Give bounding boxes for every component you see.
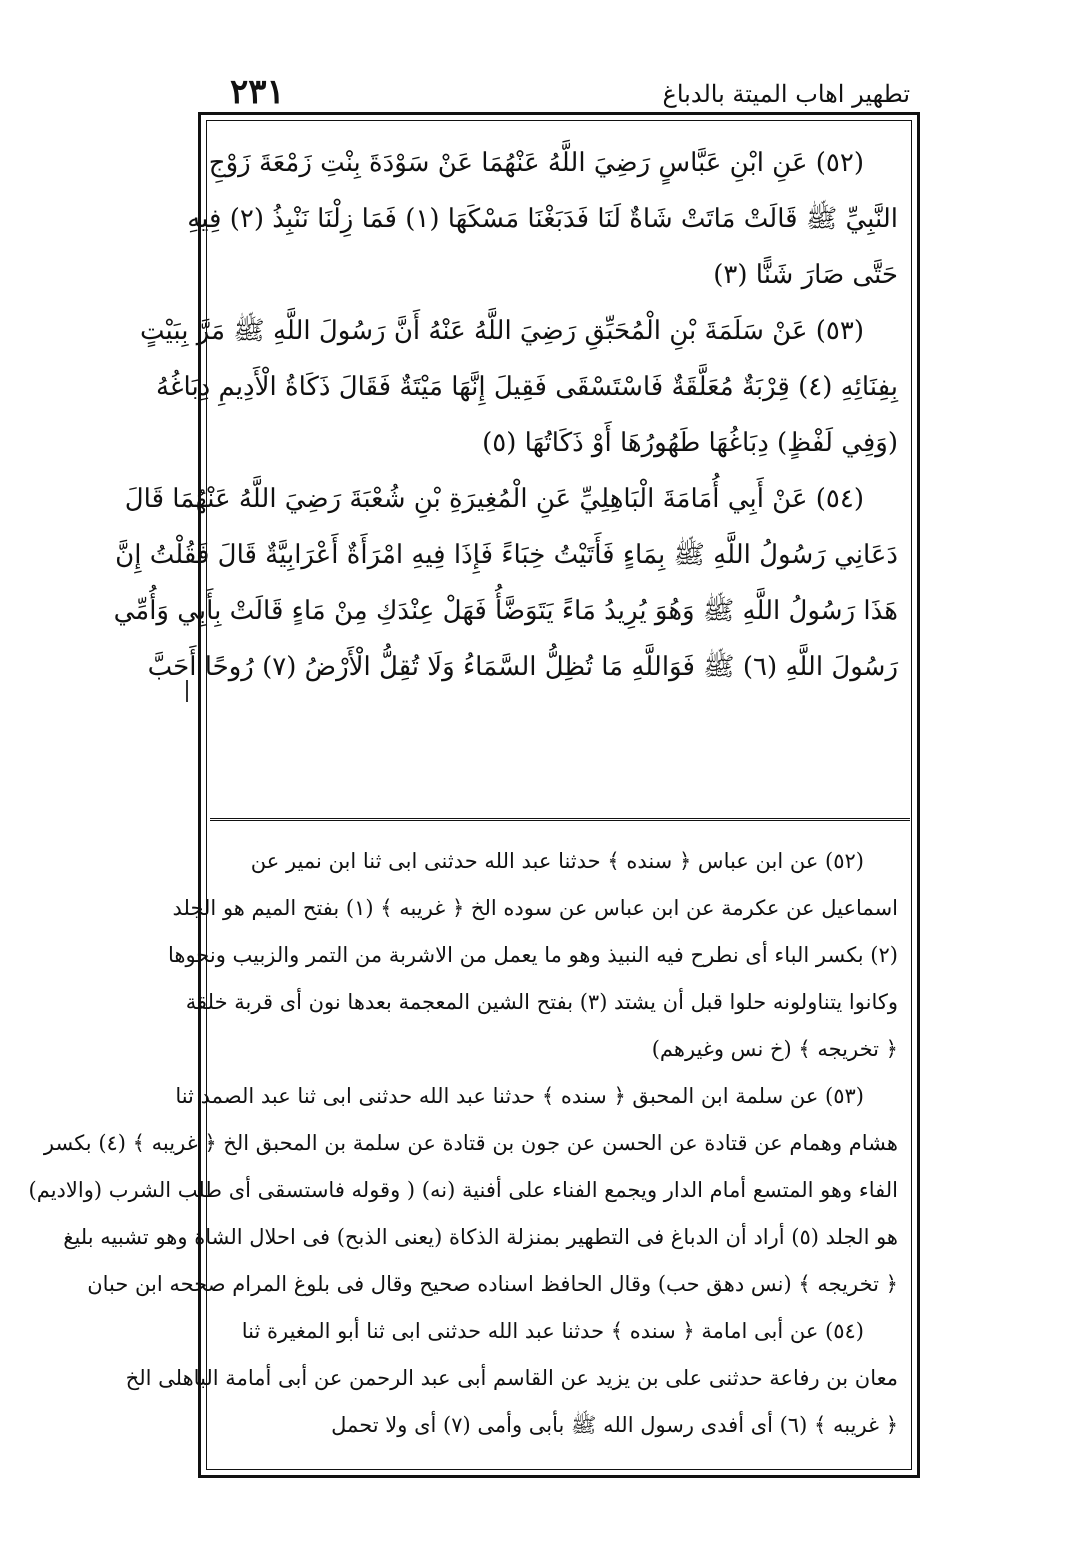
footnote-line: ﴿ غريبه ﴾ (٦) أى أفدى رسول الله ﷺ بأبى وأمى (٧) أى ولا تحمل <box>331 1413 898 1437</box>
hadith-line: دَعَانِي رَسُولُ اللَّهِ ﷺ بِمَاءٍ فَأَتَيْتُ خِبَاءً فَإِذَا فِيهِ امْرَأَةٌ أَعْرَابِيَّةٌ قَالَ فَقُلْتُ إِنَّ <box>115 540 898 570</box>
hadith-line: هَذَا رَسُولُ اللَّهِ ﷺ وَهُوَ يُرِيدُ مَاءً يَتَوَضَّأُ فَهَلْ عِنْدَكِ مِنْ مَاءٍ قَالَتْ بِأَبِي وَأُمِّي <box>113 596 898 626</box>
footnote-line: هشام وهمام عن قتادة عن الحسن عن جون بن قتادة عن سلمة بن المحبق الخ ﴿ غريبه ﴾ (٤) بكسر <box>43 1131 898 1155</box>
hadith-line: رَسُولَ اللَّهِ (٦) ﷺ فَوَاللَّهِ مَا تُظِلُّ السَّمَاءُ وَلَا تُقِلُّ الْأَرْضُ (٧) رُوحًا أَحَبَّ <box>147 652 898 682</box>
footnotes <box>28 838 898 1449</box>
notes-divider <box>210 818 910 821</box>
footnote-line: هو الجلد (٥) أراد أن الدباغ فى التطهير بمنزلة الذكاة (يعنى الذبح) فى احلال الشاة وهو تشبيه بليغ <box>63 1225 898 1249</box>
hadith-line: (٥٤) عَنْ أَبِي أُمَامَةَ الْبَاهِلِيِّ عَنِ الْمُغِيرَةِ بْنِ شُعْبَةَ رَضِيَ اللَّهُ عَنْهُمَا قَالَ <box>124 484 864 514</box>
footnote-line: ﴿ تخريجه ﴾ (خ نس وغيرهم) <box>651 1037 898 1061</box>
page-header <box>210 72 910 112</box>
hadith-line: (٥٢) عَنِ ابْنِ عَبَّاسٍ رَضِيَ اللَّهُ عَنْهُمَا عَنْ سَوْدَةَ بِنْتِ زَمْعَةَ زَوْجِ <box>208 148 864 178</box>
hadith-line: بِفِنَائِهِ (٤) قِرْبَةٌ مُعَلَّقَةٌ فَاسْتَسْقَى فَقِيلَ إِنَّهَا مَيْتَةٌ فَقَالَ ذَكَاةُ الْأَدِيمِ دِبَاغُهُ <box>155 372 898 402</box>
footnote-line: الفاء وهو المتسع أمام الدار ويجمع الفناء على أفنية (نه) ( وقوله فاستسقى أى طلب الشرب (والاديم) <box>28 1178 898 1202</box>
page-number: ٢٣١ <box>230 72 285 112</box>
footnote-line: اسماعيل عن عكرمة عن ابن عباس عن سوده الخ ﴿ غريبه ﴾ (١) بفتح الميم هو الجلد <box>172 896 898 920</box>
footnote-line: وكانوا يتناولونه حلوا قبل أن يشتد (٣) بفتح الشين المعجمة بعدها نون أى قربة خلقة <box>185 990 898 1014</box>
hadith-text <box>113 135 898 695</box>
running-title: تطهير اهاب الميتة بالدباغ <box>662 80 910 108</box>
footnote-line: (٥٣) عن سلمة ابن المحبق ﴿ سنده ﴾ حدثنا عبد الله حدثنى ابى ثنا عبد الصمد ثنا <box>175 1084 864 1108</box>
footnote-line: (٥٤) عن أبى امامة ﴿ سنده ﴾ حدثنا عبد الله حدثنى ابى ثنا أبو المغيرة ثنا <box>241 1319 864 1343</box>
hadith-line: حَتَّى صَارَ شَنًّا (٣) <box>713 260 898 290</box>
hadith-line: النَّبِيِّ ﷺ قَالَتْ مَاتَتْ شَاةٌ لَنَا فَدَبَغْنَا مَسْكَهَا (١) فَمَا زِلْنَا نَنْبِذُ (٢) فِيهِ <box>187 204 898 234</box>
hadith-line: (وَفِي لَفْظٍ) دِبَاغُهَا طَهُورُهَا أَوْ ذَكَاتُهَا (٥) <box>482 428 898 458</box>
footnote-line: (٢) بكسر الباء أى نطرح فيه النبيذ وهو ما يعمل من الاشربة من التمر والزبيب ونحوها <box>167 943 898 967</box>
footnote-line: (٥٢) عن ابن عباس ﴿ سنده ﴾ حدثنا عبد الله حدثنى ابى ثنا ابن نمير عن <box>250 849 864 873</box>
footnote-line: معان بن رفاعة حدثنى على بن يزيد عن القاسم أبى عبد الرحمن عن أبى أمامة الباهلى الخ <box>125 1366 898 1390</box>
hadith-line: (٥٣) عَنْ سَلَمَةَ بْنِ الْمُحَبِّقِ رَضِيَ اللَّهُ عَنْهُ أَنَّ رَسُولَ اللَّهِ ﷺ مَرَّ بِبَيْتٍ <box>140 316 864 346</box>
footnote-line: ﴿ تخريجه ﴾ (نس دهق حب) وقال الحافظ اسناده صحيح وقال فى بلوغ المرام صححه ابن حبان <box>87 1272 898 1296</box>
